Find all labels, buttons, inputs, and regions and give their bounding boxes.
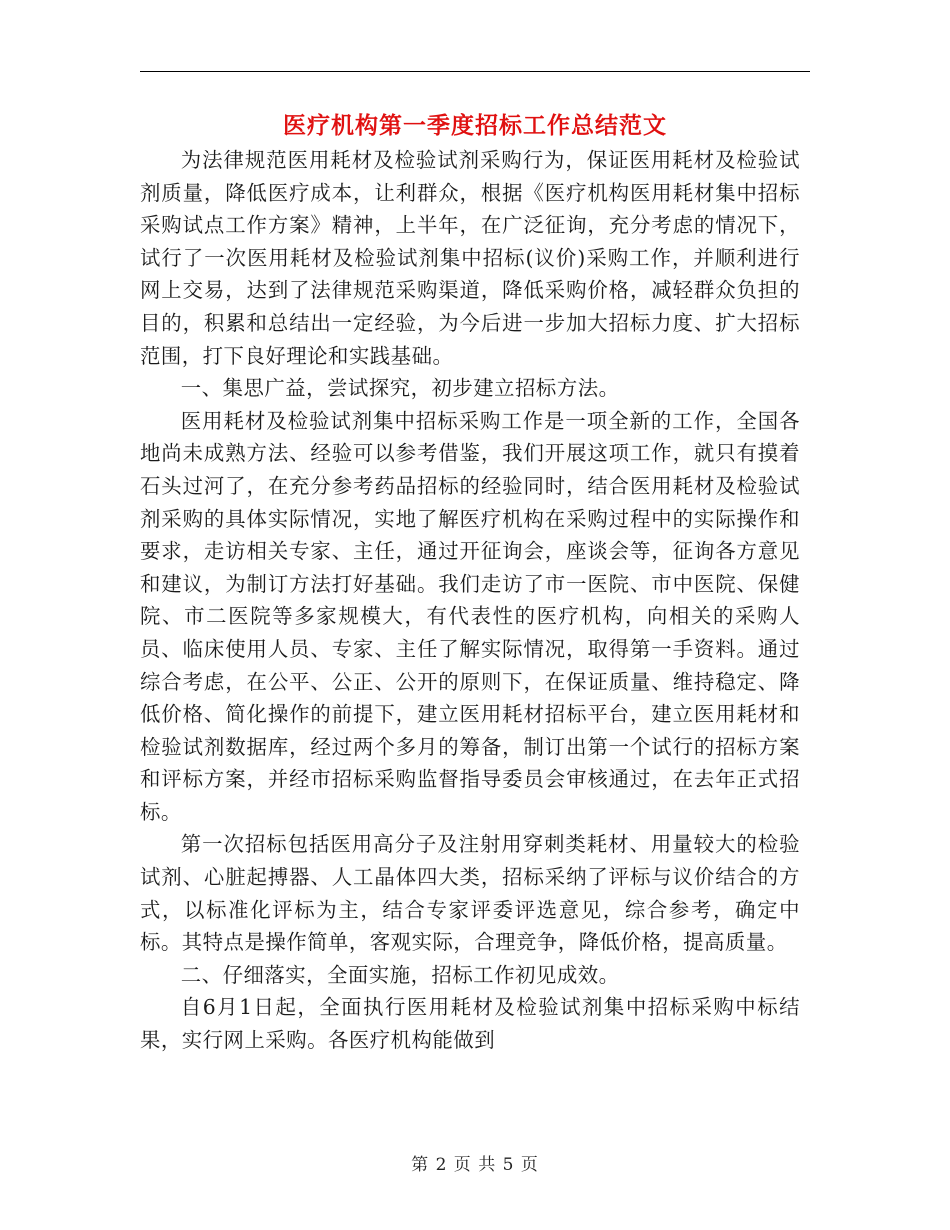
paragraph: 医用耗材及检验试剂集中招标采购工作是一项全新的工作，全国各地尚未成熟方法、经验可以参考借鉴，我们开展这项工作，就只有摸着石头过河了，在充分参考药品招标的经验同时，结合医用耗材及检验试剂采购的具体实际情况，实地了解医疗机构在采购过程中的实际操作和要求，走访相关专家、主任，通过开征询会，座谈会等，征询各方意见和建议，为制订方法打好基础。我们走访了市一医院、市中医院、保健院、市二医院等多家规模大，有代表性的医疗机构，向相关的采购人员、临床使用人员、专家、主任了解实际情况，取得第一手资料。通过综合考虑，在公平、公正、公开的原则下，在保证质量、维持稳定、降低价格、简化操作的前提下，建立医用耗材招标平台，建立医用耗材和检验试剂数据库，经过两个多月的筹备，制订出第一个试行的招标方案和评标方案，并经市招标采购监督指导委员会审核通过，在去年正式招标。 xyxy=(140,408,800,824)
paragraph: 第一次招标包括医用高分子及注射用穿刺类耗材、用量较大的检验试剂、心脏起搏器、人工晶体四大类，招标采纳了评标与议价结合的方式，以标准化评标为主，结合专家评委评选意见，综合参考，确定中标。其特点是操作简单，客观实际，合理竞争，降低价格，提高质量。 xyxy=(140,832,800,955)
section-heading: 二、仔细落实，全面实施，招标工作初见成效。 xyxy=(180,962,620,987)
document-title: 医疗机构第一季度招标工作总结范文 xyxy=(283,112,667,139)
paragraph: 为法律规范医用耗材及检验试剂采购行为，保证医用耗材及检验试剂质量，降低医疗成本，让利群众，根据《医疗机构医用耗材集中招标采购试点工作方案》精神，上半年，在广泛征询，充分考虑的情况下，试行了一次医用耗材及检验试剂集中招标(议价)采购工作，并顺利进行网上交易，达到了法律规范采购渠道，降低采购价格，减轻群众负担的目的，积累和总结出一定经验，为今后进一步加大招标力度、扩大招标范围，打下良好理论和实践基础。 xyxy=(140,148,800,368)
document-body xyxy=(140,144,800,1057)
header-rule xyxy=(140,71,810,72)
page-number-footer: 第 2 页 共 5 页 xyxy=(411,1155,539,1175)
paragraph: 自6月1日起，全面执行医用耗材及检验试剂集中招标采购中标结果，实行网上采购。各医疗机构能做到 xyxy=(140,995,800,1053)
section-heading: 一、集思广益，尝试探究，初步建立招标方法。 xyxy=(180,376,620,401)
